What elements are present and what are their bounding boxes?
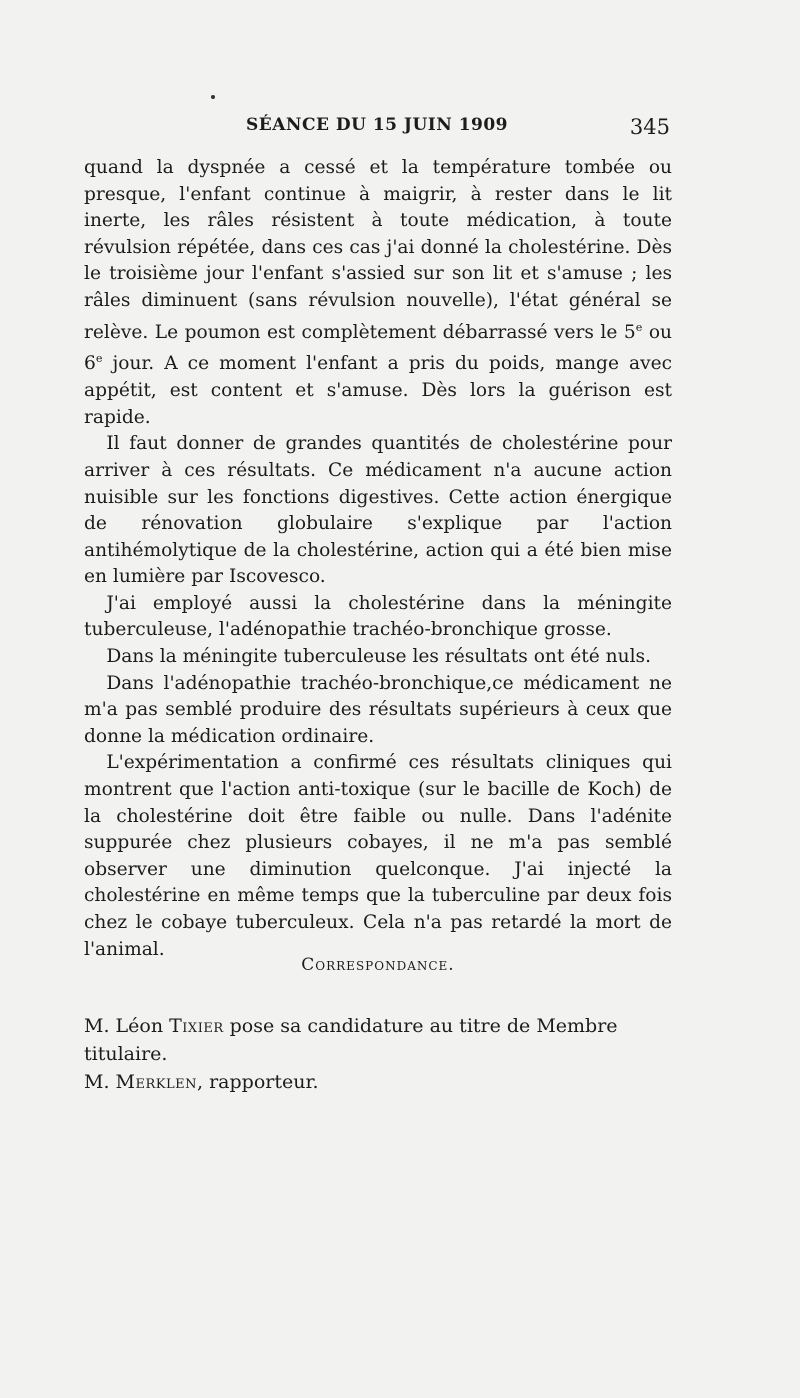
page-header xyxy=(84,115,670,145)
line-2-suffix: , rapporteur. xyxy=(197,1071,319,1093)
paragraph-3: J'ai employé aussi la cholestérine dans la méningite tuberculeuse, l'adénopathie trachéo-bronchique grosse. xyxy=(84,592,672,641)
superscript-e: e xyxy=(95,352,103,366)
print-speck xyxy=(211,95,215,99)
page-number: 345 xyxy=(629,115,670,139)
paragraph-1-text-c: jour. A ce moment l'enfant a pris du poids, mange avec appétit, est content et s'amuse. Dès lors la guérison est rapide. xyxy=(84,353,672,428)
section-heading: Correspondance. xyxy=(301,955,455,975)
paragraph-4: Dans la méningite tuberculeuse les résultats ont été nuls. xyxy=(106,646,651,668)
paragraph-1-text-a: quand la dyspnée a cessé et la température tombée ou presque, l'enfant continue à maigrir, à rester dans le lit inerte, les râles résistent à toute médication, à toute révulsion répétée, dans ces cas j'ai donné la cholestérine. Dès le troisième jour l'enfant s'assied sur son lit et s'amuse ; les râles diminuent (sans révulsion nouvelle), l'état général se relève. Le poumon est complètement débarrassé vers le 5 xyxy=(84,157,672,343)
superscript-e: e xyxy=(635,320,643,334)
correspondence-block xyxy=(84,1012,672,1096)
paragraph-1 xyxy=(84,155,672,431)
running-title: SÉANCE DU 15 JUIN 1909 xyxy=(245,115,509,135)
candidate-name: Tixier xyxy=(169,1015,224,1037)
correspondence-line-1 xyxy=(84,1012,672,1068)
body-text xyxy=(84,155,672,963)
paragraph-2: Il faut donner de grandes quantités de cholestérine pour arriver à ces résultats. Ce médicament n'a aucune action nuisible sur les fonctions digestives. Cette action énergique de rénovation globulaire s'explique par l'action antihémolytique de la cholestérine, action qui a été bien mise en lumière par Iscovesco. xyxy=(84,433,672,588)
paragraph-5: Dans l'adénopathie trachéo-bronchique,ce médicament ne m'a pas semblé produire des résultats supérieurs à ceux que donne la médication ordinaire. xyxy=(84,672,672,747)
rapporteur-name: Merklen xyxy=(115,1071,197,1093)
line-2-prefix: M. xyxy=(84,1071,116,1093)
correspondence-line-2 xyxy=(84,1068,672,1096)
paragraph-1-text-b: ou 6 xyxy=(84,321,672,375)
paragraph-6: L'expérimentation a confirmé ces résultats cliniques qui montrent que l'action anti-toxique (sur le bacille de Koch) de la cholestérine doit être faible ou nulle. Dans l'adénite suppurée chez plusieurs cobayes, il ne m'a pas semblé observer une diminution quelconque. J'ai injecté la cholestérine en même temps que la tuberculine par deux fois chez le cobaye tuberculeux. Cela n'a pas retardé la mort de l'animal. xyxy=(84,752,672,960)
line-1-suffix: pose sa candidature au titre de Membre titulaire. xyxy=(84,1015,618,1065)
line-1-prefix: M. Léon xyxy=(84,1015,170,1037)
